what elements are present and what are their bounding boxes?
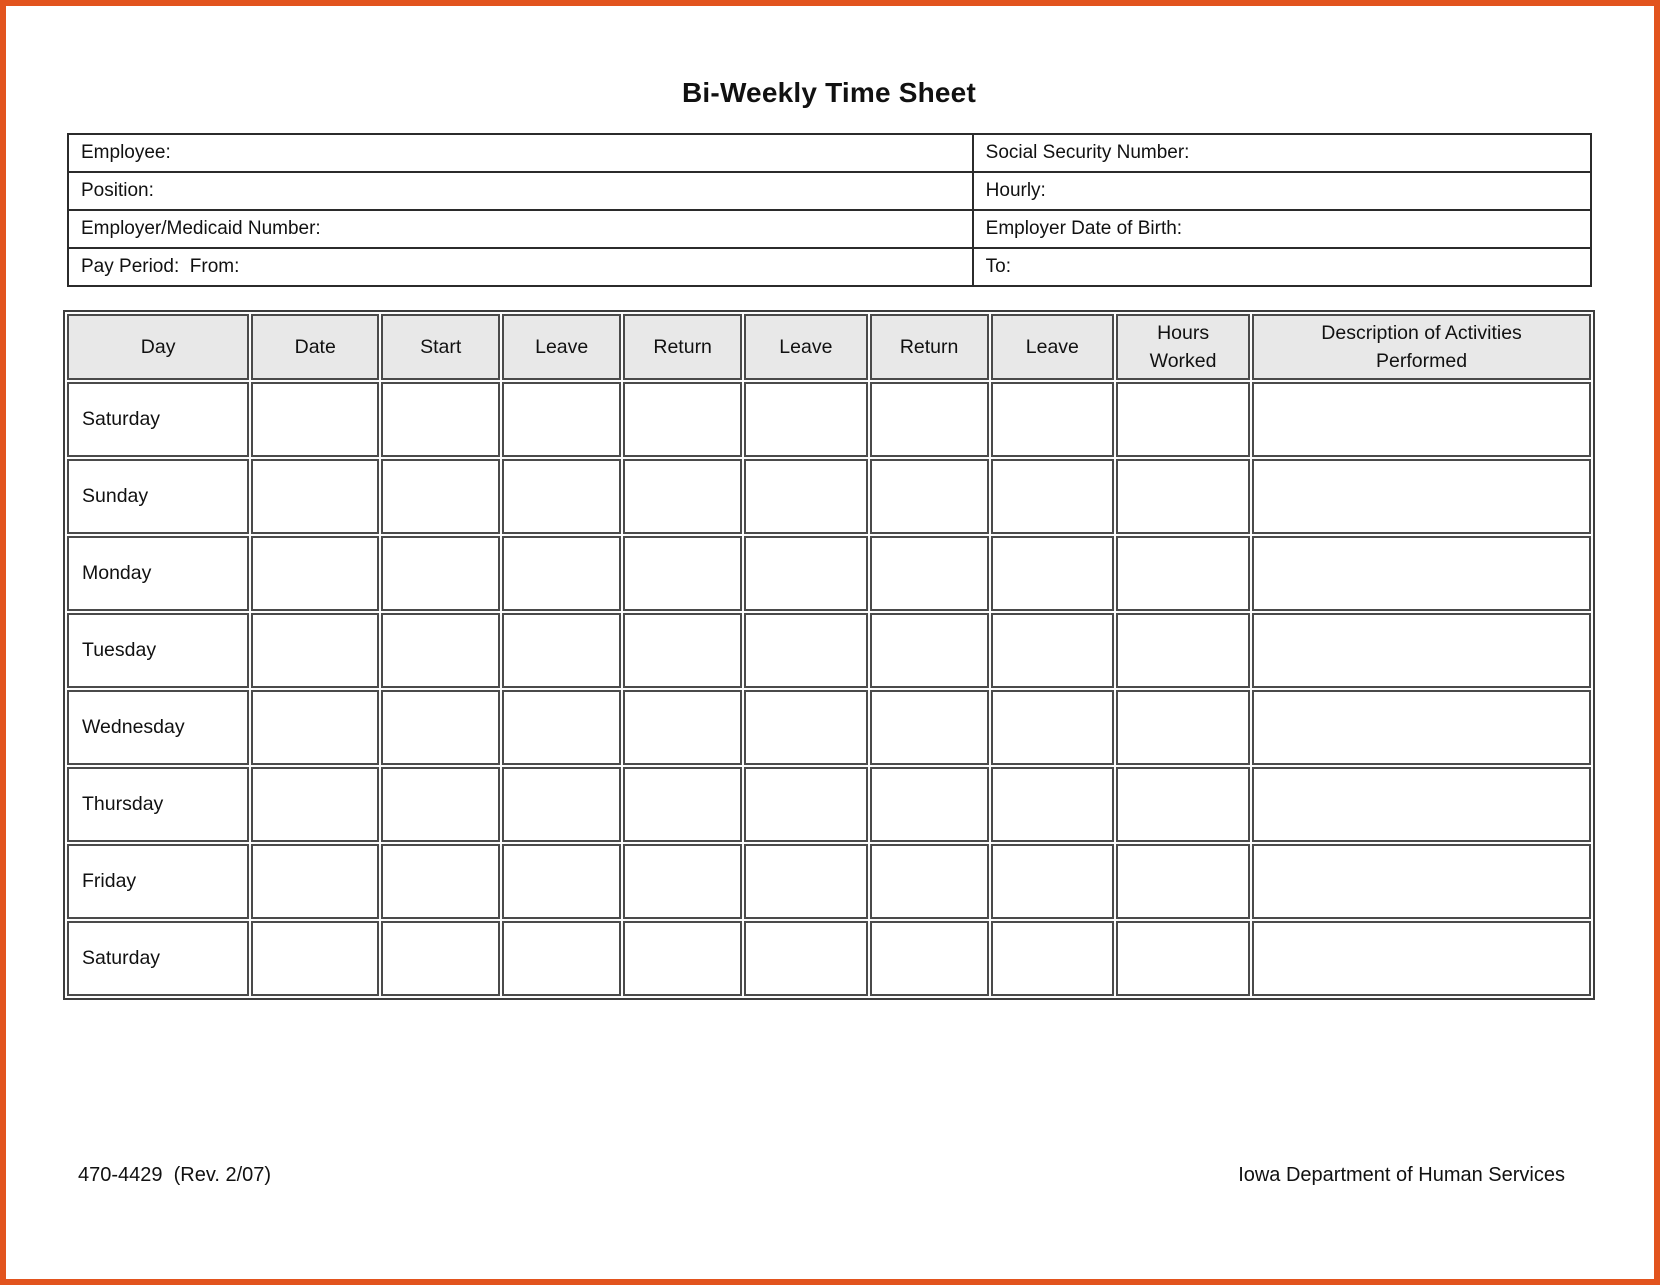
entry-cell [502, 767, 621, 842]
column-header-return-2: Return [870, 314, 989, 380]
info-row [68, 210, 1591, 248]
timesheet-row [67, 767, 1591, 842]
entry-cell [502, 382, 621, 457]
entry-cell [870, 382, 989, 457]
entry-cell [1116, 536, 1250, 611]
entry-cell [870, 613, 989, 688]
timesheet-row [67, 536, 1591, 611]
entry-cell [623, 382, 742, 457]
entry-cell [991, 613, 1114, 688]
info-row [68, 134, 1591, 172]
column-header-leave-2: Leave [744, 314, 867, 380]
entry-cell [1252, 844, 1591, 919]
entry-cell [251, 690, 379, 765]
column-header-description: Description of Activities Performed [1252, 314, 1591, 380]
entry-cell [502, 921, 621, 996]
entry-cell [381, 459, 500, 534]
column-header-return-1: Return [623, 314, 742, 380]
entry-cell [251, 382, 379, 457]
entry-cell [991, 844, 1114, 919]
column-header-leave-3: Leave [991, 314, 1114, 380]
entry-cell [870, 459, 989, 534]
info-field-employer-date-of-birth: Employer Date of Birth: [973, 210, 1591, 248]
entry-cell [1116, 459, 1250, 534]
entry-cell [1252, 382, 1591, 457]
entry-cell [381, 536, 500, 611]
info-field-position: Position: [68, 172, 973, 210]
entry-cell [991, 767, 1114, 842]
info-row [68, 248, 1591, 286]
entry-cell [744, 382, 867, 457]
entry-cell [1116, 690, 1250, 765]
entry-cell [991, 690, 1114, 765]
info-field-employee: Employee: [68, 134, 973, 172]
info-row [68, 172, 1591, 210]
entry-cell [1252, 613, 1591, 688]
entry-cell [623, 844, 742, 919]
timesheet-header-row [67, 314, 1591, 380]
info-field-pay-period-to: To: [973, 248, 1591, 286]
entry-cell [1116, 844, 1250, 919]
entry-cell [1116, 921, 1250, 996]
day-cell: Friday [67, 844, 249, 919]
entry-cell [381, 382, 500, 457]
document-footer [63, 1164, 1595, 1194]
entry-cell [1252, 767, 1591, 842]
entry-cell [502, 536, 621, 611]
entry-cell [991, 382, 1114, 457]
entry-cell [623, 690, 742, 765]
entry-cell [1252, 459, 1591, 534]
entry-cell [381, 690, 500, 765]
employee-info-table [67, 133, 1592, 287]
entry-cell [1252, 536, 1591, 611]
entry-cell [502, 613, 621, 688]
info-field-social-security-number: Social Security Number: [973, 134, 1591, 172]
entry-cell [251, 459, 379, 534]
entry-cell [623, 921, 742, 996]
entry-cell [623, 767, 742, 842]
entry-cell [744, 921, 867, 996]
entry-cell [744, 613, 867, 688]
entry-cell [251, 767, 379, 842]
entry-cell [870, 921, 989, 996]
entry-cell [991, 921, 1114, 996]
entry-cell [251, 613, 379, 688]
entry-cell [251, 536, 379, 611]
day-cell: Saturday [67, 921, 249, 996]
info-field-employer-medicaid-number: Employer/Medicaid Number: [68, 210, 973, 248]
entry-cell [623, 613, 742, 688]
entry-cell [744, 844, 867, 919]
timesheet-row [67, 921, 1591, 996]
agency-name: Iowa Department of Human Services [1238, 1164, 1565, 1186]
entry-cell [870, 767, 989, 842]
day-cell: Monday [67, 536, 249, 611]
column-header-hours-worked: Hours Worked [1116, 314, 1250, 380]
entry-cell [870, 690, 989, 765]
day-cell: Tuesday [67, 613, 249, 688]
entry-cell [1116, 382, 1250, 457]
entry-cell [251, 844, 379, 919]
column-header-day: Day [67, 314, 249, 380]
timesheet-row [67, 690, 1591, 765]
entry-cell [991, 459, 1114, 534]
day-cell: Saturday [67, 382, 249, 457]
entry-cell [381, 613, 500, 688]
day-cell: Sunday [67, 459, 249, 534]
timesheet-row [67, 613, 1591, 688]
info-field-pay-period-from: Pay Period: From: [68, 248, 973, 286]
entry-cell [744, 767, 867, 842]
entry-cell [744, 536, 867, 611]
timesheet-row [67, 844, 1591, 919]
entry-cell [870, 536, 989, 611]
column-header-start: Start [381, 314, 500, 380]
entry-cell [251, 921, 379, 996]
form-number: 470-4429 (Rev. 2/07) [78, 1164, 272, 1186]
day-cell: Wednesday [67, 690, 249, 765]
timesheet-row [67, 382, 1591, 457]
entry-cell [623, 536, 742, 611]
document-title: Bi-Weekly Time Sheet [682, 77, 976, 108]
column-header-date: Date [251, 314, 379, 380]
entry-cell [1116, 767, 1250, 842]
column-header-leave-1: Leave [502, 314, 621, 380]
entry-cell [744, 690, 867, 765]
entry-cell [1252, 690, 1591, 765]
entry-cell [381, 767, 500, 842]
entry-cell [870, 844, 989, 919]
entry-cell [502, 844, 621, 919]
timesheet-table [63, 310, 1595, 1000]
entry-cell [502, 690, 621, 765]
entry-cell [1116, 613, 1250, 688]
entry-cell [744, 459, 867, 534]
day-cell: Thursday [67, 767, 249, 842]
entry-cell [991, 536, 1114, 611]
entry-cell [381, 921, 500, 996]
timesheet-row [67, 459, 1591, 534]
entry-cell [1252, 921, 1591, 996]
entry-cell [502, 459, 621, 534]
info-field-hourly: Hourly: [973, 172, 1591, 210]
entry-cell [381, 844, 500, 919]
entry-cell [623, 459, 742, 534]
